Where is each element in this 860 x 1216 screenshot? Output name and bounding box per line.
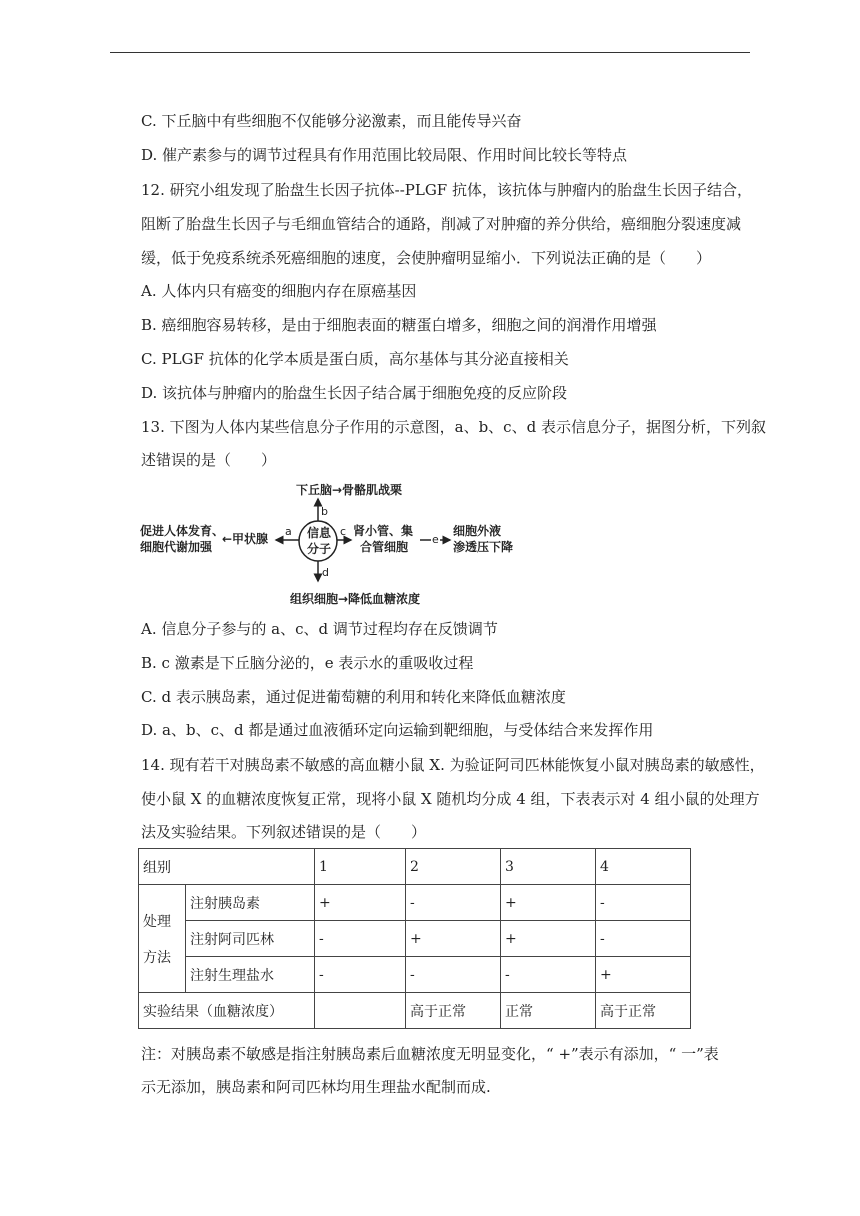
q14-stem-line-3: 法及实验结果。下列叙述错误的是（ ） <box>141 823 427 841</box>
q14-stem-line-1: 14. 现有若干对胰岛素不敏感的高血糖小鼠 X. 为验证阿司匹林能恢复小鼠对胰岛素的敏感性， <box>141 756 765 774</box>
group-label-line-1: 处理 <box>143 913 171 930</box>
q13-option-b: B. c 激素是下丘脑分泌的，e 表示水的重吸收过程 <box>141 654 474 672</box>
diagram-center-line-1: 信息 <box>307 526 332 540</box>
table-cell: - <box>315 957 406 993</box>
diagram-label-a: a <box>285 525 292 538</box>
diagram-left-mid: ←甲状腺 <box>222 532 269 546</box>
table-group-label <box>139 885 186 993</box>
group-label-line-2: 方法 <box>143 949 171 966</box>
table-header-cell: 4 <box>596 849 691 885</box>
table-cell: - <box>315 921 406 957</box>
q13-option-c: C. d 表示胰岛素，通过促进葡萄糖的利用和转化来降低血糖浓度 <box>141 688 566 706</box>
table-result-row <box>139 993 691 1029</box>
table-cell: - <box>406 885 501 921</box>
diagram-label-d: d <box>322 566 329 579</box>
table-cell: 正常 <box>501 993 596 1029</box>
table-row <box>139 885 691 921</box>
table-cell: 高于正常 <box>596 993 691 1029</box>
table-row <box>139 957 691 993</box>
table-cell: 高于正常 <box>406 993 501 1029</box>
signal-molecule-diagram <box>138 477 528 612</box>
diagram-left-line-1: 促进人体发育、 <box>140 524 225 538</box>
q14-stem-line-2: 使小鼠 X 的血糖浓度恢复正常，现将小鼠 X 随机均分成 4 组，下表表示对 4 组小鼠的处理方 <box>141 790 760 808</box>
q12-stem-line-1: 12. 研究小组发现了胎盘生长因子抗体--PLGF 抗体，该抗体与肿瘤内的胎盘生长因子结合， <box>141 181 752 199</box>
q11-option-d: D. 催产素参与的调节过程具有作用范围比较局限、作用时间比较长等特点 <box>141 146 628 164</box>
table-row-label: 注射胰岛素 <box>186 885 315 921</box>
diagram-label-c: c <box>340 525 347 538</box>
table-cell: + <box>596 957 691 993</box>
experiment-table <box>138 848 691 1029</box>
diagram-center-line-2: 分子 <box>307 542 332 556</box>
table-row <box>139 921 691 957</box>
table-cell: + <box>406 921 501 957</box>
table-row-label: 注射阿司匹林 <box>186 921 315 957</box>
table-cell: + <box>315 885 406 921</box>
q12-stem-line-2: 阻断了胎盘生长因子与毛细血管结合的通路，削减了对肿瘤的养分供给，癌细胞分裂速度减 <box>141 215 742 233</box>
q11-option-c: C. 下丘脑中有些细胞不仅能够分泌激素，而且能传导兴奋 <box>141 112 522 130</box>
q12-option-c: C. PLGF 抗体的化学本质是蛋白质，高尔基体与其分泌直接相关 <box>141 350 569 368</box>
table-header-cell: 2 <box>406 849 501 885</box>
table-note-line-2: 示无添加，胰岛素和阿司匹林均用生理盐水配制而成. <box>141 1078 491 1096</box>
table-cell: + <box>501 921 596 957</box>
table-header-cell: 1 <box>315 849 406 885</box>
diagram-right-mid-line-2: 合管细胞 <box>360 540 409 554</box>
diagram-left-line-2: 细胞代谢加强 <box>140 540 213 554</box>
q13-option-d: D. a、b、c、d 都是通过血液循环定向运输到靶细胞，与受体结合来发挥作用 <box>141 721 654 739</box>
table-cell <box>315 993 406 1029</box>
table-cell: - <box>406 957 501 993</box>
q13-option-a: A. 信息分子参与的 a、c、d 调节过程均存在反馈调节 <box>141 620 498 638</box>
q13-stem-line-2: 述错误的是（ ） <box>141 451 277 469</box>
table-row-label: 注射生理盐水 <box>186 957 315 993</box>
diagram-label-b: b <box>321 505 328 518</box>
table-header-row <box>139 849 691 885</box>
diagram-right-mid-line-1: 肾小管、集 <box>353 524 414 538</box>
header-rule <box>110 52 750 53</box>
q12-option-d: D. 该抗体与肿瘤内的胎盘生长因子结合属于细胞免疫的反应阶段 <box>141 384 568 402</box>
q12-stem-line-3: 缓，低于免疫系统杀死癌细胞的速度，会使肿瘤明显缩小．下列说法正确的是（ ） <box>141 249 712 267</box>
table-cell: - <box>596 921 691 957</box>
table-cell: - <box>596 885 691 921</box>
diagram-bottom-label: 组织细胞→降低血糖浓度 <box>290 592 421 606</box>
q13-stem-line-1: 13. 下图为人体内某些信息分子作用的示意图，a、b、c、d 表示信息分子，据图分析，下列叙 <box>141 418 766 436</box>
table-cell: + <box>501 885 596 921</box>
diagram-right-line-1: 细胞外液 <box>453 524 502 538</box>
q12-option-a: A. 人体内只有癌变的细胞内存在原癌基因 <box>141 282 417 300</box>
table-result-label: 实验结果（血糖浓度） <box>139 993 315 1029</box>
table-note-line-1: 注：对胰岛素不敏感是指注射胰岛素后血糖浓度无明显变化，“ +”表示有添加，“ 一”表 <box>141 1045 719 1063</box>
diagram-label-e: e <box>432 533 439 546</box>
q12-option-b: B. 癌细胞容易转移，是由于细胞表面的糖蛋白增多，细胞之间的润滑作用增强 <box>141 316 657 334</box>
table-header-cell: 3 <box>501 849 596 885</box>
diagram-top-label: 下丘脑→骨骼肌战栗 <box>296 483 403 497</box>
diagram-right-line-2: 渗透压下降 <box>453 540 514 554</box>
table-header-cell: 组别 <box>139 849 315 885</box>
table-cell: - <box>501 957 596 993</box>
